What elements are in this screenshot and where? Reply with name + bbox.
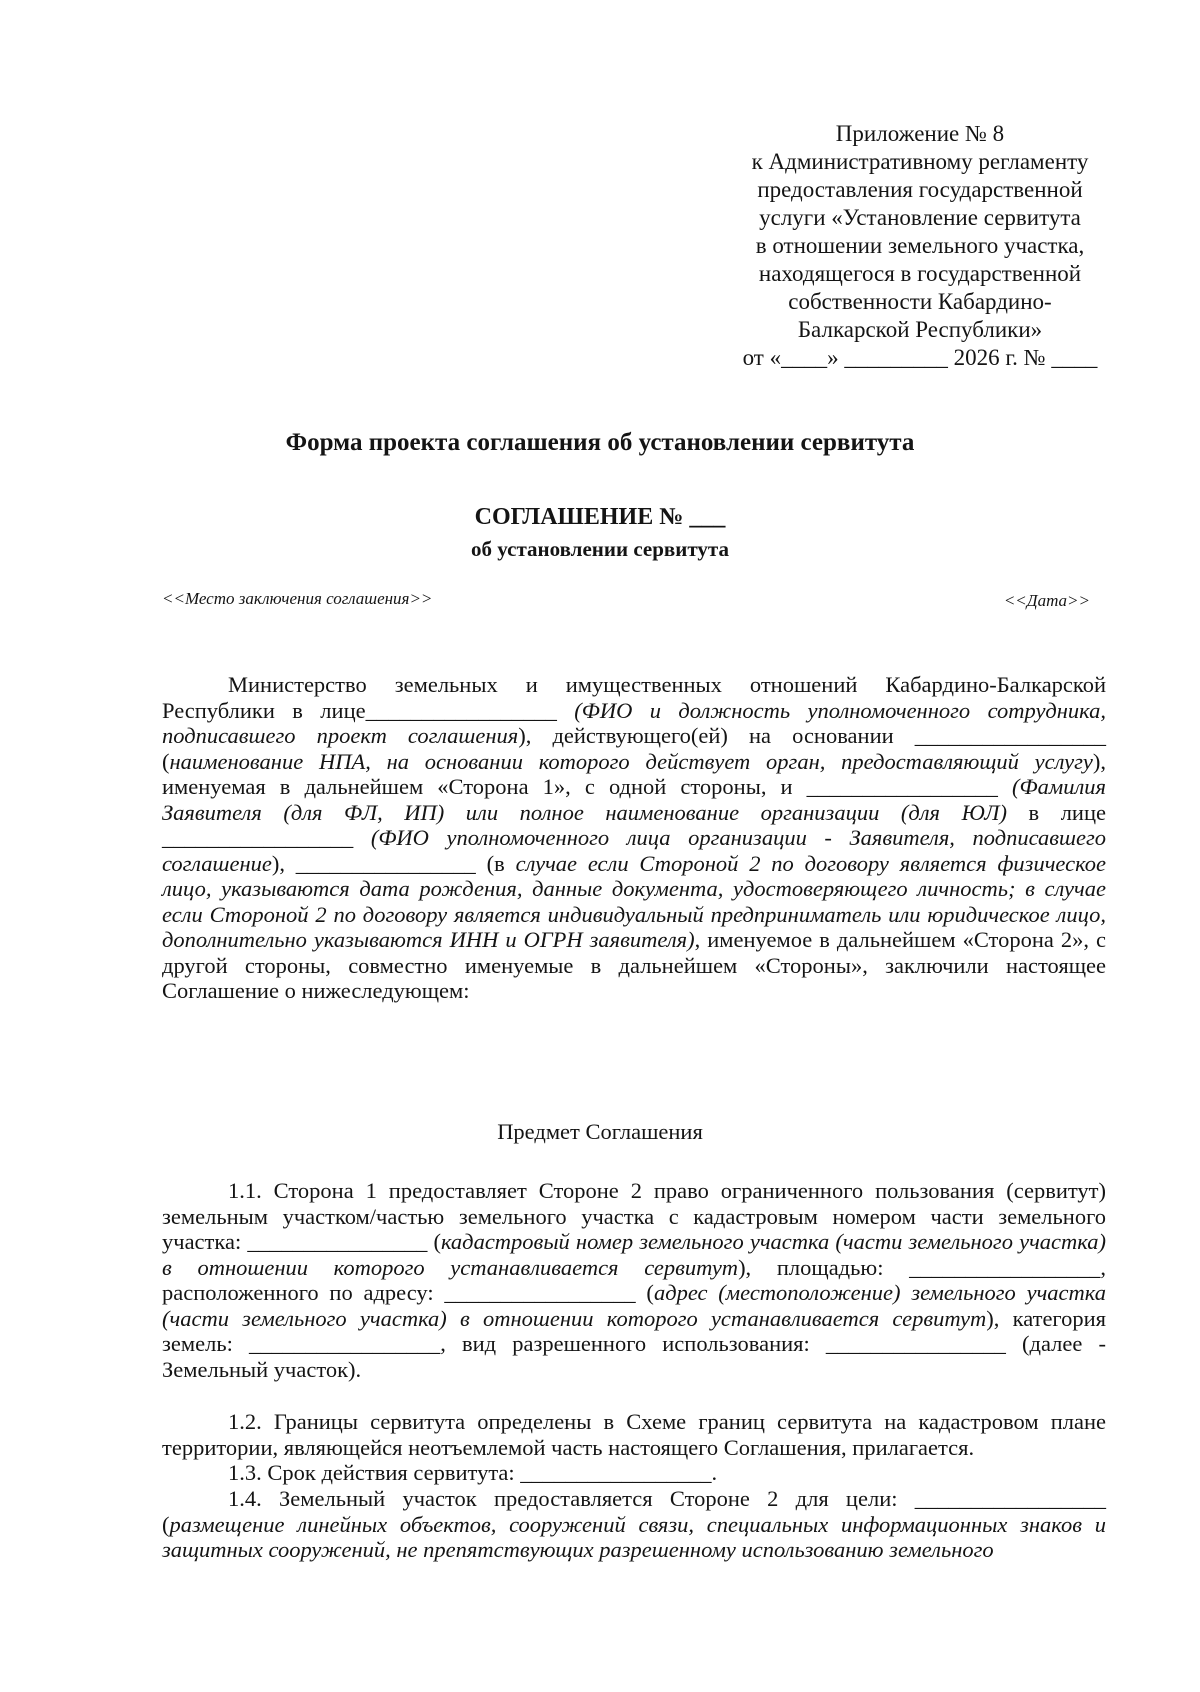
intro-italic: (ФИО уполномоченного лица организации - Заявителя, подписавшего соглашение [162,825,1106,876]
intro-text: ), именуемая в дальнейшем «Сторона 1», с одной стороны, и _________________ [162,748,1106,799]
agreement-subtitle: об установлении сервитута [471,537,729,561]
clause-text: 1.1. Сторона 1 предоставляет Стороне 2 право ограниченного пользования (сервитут) земельным участком/частью земельного участка с кадастровым номером части земельного участка: ________________ ( [162,1178,1106,1254]
clause-italic: адрес (местоположение) земельного участка (части земельного участка) в отношении которого устанавливается сервитут [162,1280,1107,1331]
agreement-title: СОГЛАШЕНИЕ № ___ [474,504,726,530]
section-title: Предмет Соглашения [497,1119,703,1144]
clause-italic: размещение линейных объектов, сооружений связи, специальных информационных знаков и защитных сооружений, не препятствующих разрешенному использованию земельного [162,1511,1106,1562]
intro-text: ), действующего(ей) на основании _________________ ( [162,723,1106,774]
appendix-line: Балкарской Республики» [797,317,1043,342]
clause-1-4 [162,1486,1106,1563]
intro-italic: (Фамилия Заявителя (для ФЛ, ИП) или полное наименование организации (для ЮЛ) [162,774,1106,825]
appendix-header [730,120,1110,372]
clause-text: 1.2. Границы сервитута определены в Схеме границ сервитута на кадастровом плане территории, являющейся неотъемлемой часть настоящего Соглашения, прилагается. [162,1409,1106,1460]
intro-paragraph [162,672,1106,1004]
clause-text: 1.3. Срок действия сервитута: _________________. [228,1460,718,1485]
intro-text: , именуемое в дальнейшем «Сторона 2», с другой стороны, совместно именуемые в дальнейшем «Стороны», заключили настоящее Соглашение о нижеследующем: [162,927,1106,1003]
form-title: Форма проекта соглашения об установлении сервитута [285,429,915,456]
appendix-line: к Административному регламенту [751,149,1089,174]
clause-italic: кадастровый номер земельного участка (части земельного участка) в отношении которого устанавливается сервитут [162,1229,1106,1280]
clause-1-1 [162,1178,1106,1382]
appendix-line: собственности Кабардино- [788,289,1052,314]
appendix-line: Приложение № 8 [835,121,1005,146]
clause-1-3 [162,1460,1106,1486]
clause-text: 1.4. Земельный участок предоставляется Стороне 2 для цели: _________________ ( [162,1486,1106,1537]
intro-italic: наименование НПА, на основании которого действует орган, предоставляющий услугу [169,748,1093,774]
intro-italic: (ФИО и должность уполномоченного сотрудника, подписавшего проект соглашения [162,697,1106,748]
appendix-line: услуги «Установление сервитута [759,205,1081,230]
intro-text: ), ________________ (в [271,850,516,876]
intro-text: Министерство земельных и имущественных отношений Кабардино-Балкарской Республики в лице_________________ [162,672,1106,723]
intro-italic: случае если Стороной 2 по договору является физическое лицо, указываются дата рождения, данные документа, удостоверяющего личность; в случае если Стороной 2 по договору является индивидуальный предприниматель или юридическое лицо, дополнительно указываются ИНН и ОГРН заявителя) [162,850,1107,952]
date-placeholder: <<Дата>> [1003,591,1090,610]
appendix-line: в отношении земельного участка, [755,233,1085,258]
clause-text: ), категория земель: _________________, вид разрешенного использования: ________________ (далее - Земельный участок). [162,1305,1106,1382]
clause-text: ), площадью: _________________, расположенного по адресу: _________________ ( [162,1254,1107,1305]
appendix-line: находящегося в государственной [758,261,1082,286]
intro-text: в лице _________________ [162,799,1106,850]
appendix-date-line: от «____» _________ 2026 г. № ____ [742,345,1098,370]
place-placeholder: <<Место заключения соглашения>> [162,589,433,608]
appendix-line: предоставления государственной [757,177,1083,202]
clause-1-2 [162,1409,1106,1460]
